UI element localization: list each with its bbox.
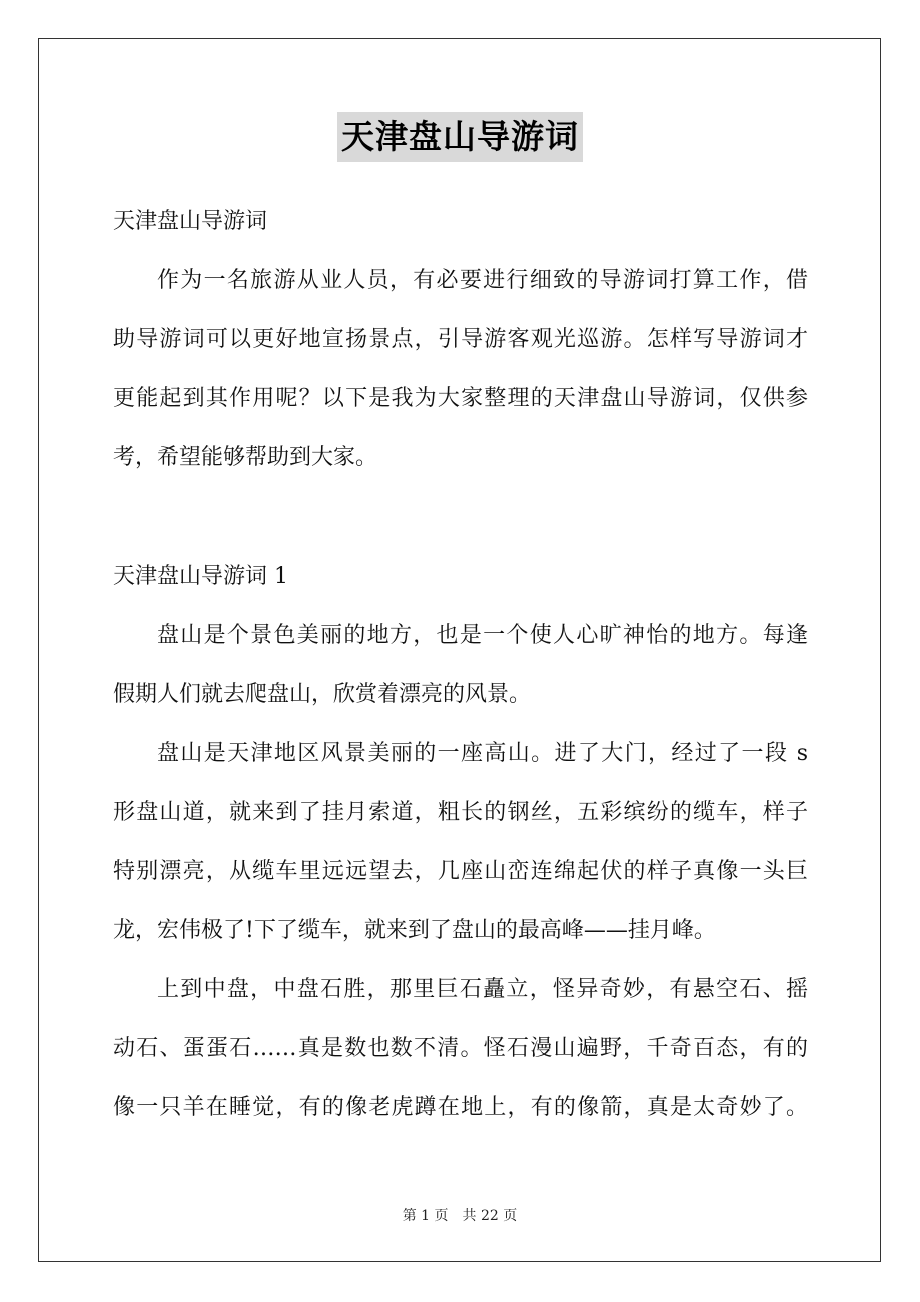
paragraph-line: 上到中盘，中盘石胜，那里巨石矗立，怪异奇妙，有悬空石、摇 [157, 977, 808, 1002]
title-container [0, 112, 920, 162]
paragraph-2 [113, 724, 808, 960]
paragraph-1 [113, 606, 808, 724]
paragraph-line: 动石、蛋蛋石……真是数也数不清。怪石漫山遍野，千奇百态，有的 [113, 1036, 808, 1061]
paragraph-line: 龙，宏伟极了!下了缆车，就来到了盘山的最高峰——挂月峰。 [113, 918, 716, 943]
paragraph-line: 形盘山道，就来到了挂月索道，粗长的钢丝，五彩缤纷的缆车，样子 [113, 800, 808, 825]
page-title: 天津盘山导游词 [337, 112, 583, 162]
paragraph-line: 像一只羊在睡觉，有的像老虎蹲在地上，有的像箭，真是太奇妙了。 [113, 1095, 808, 1120]
section-heading: 天津盘山导游词 1 [113, 564, 288, 589]
paragraph-line: 作为一名旅游从业人员，有必要进行细致的导游词打算工作，借 [157, 268, 808, 293]
page-total: 共 22 页 [462, 1208, 518, 1224]
page-footer [0, 1206, 920, 1226]
paragraph-line: 考，希望能够帮助到大家。 [113, 445, 378, 470]
page-number: 第 1 页 [402, 1208, 449, 1224]
paragraph-line: 盘山是天津地区风景美丽的一座高山。进了大门，经过了一段 s [157, 741, 808, 766]
paragraph-line: 更能起到其作用呢？以下是我为大家整理的天津盘山导游词，仅供参 [113, 386, 808, 411]
subtitle: 天津盘山导游词 [113, 209, 268, 234]
intro-paragraph [113, 251, 808, 487]
blank-line [113, 487, 808, 547]
paragraph-line: 助导游词可以更好地宣扬景点，引导游客观光巡游。怎样写导游词才 [113, 327, 808, 352]
paragraph-line: 特别漂亮，从缆车里远远望去，几座山峦连绵起伏的样子真像一头巨 [113, 859, 808, 884]
paragraph-3 [113, 960, 808, 1137]
paragraph-line: 盘山是个景色美丽的地方，也是一个使人心旷神怡的地方。每逢 [157, 623, 808, 648]
paragraph-line: 假期人们就去爬盘山，欣赏着漂亮的风景。 [113, 682, 532, 707]
document-body [113, 192, 808, 1137]
